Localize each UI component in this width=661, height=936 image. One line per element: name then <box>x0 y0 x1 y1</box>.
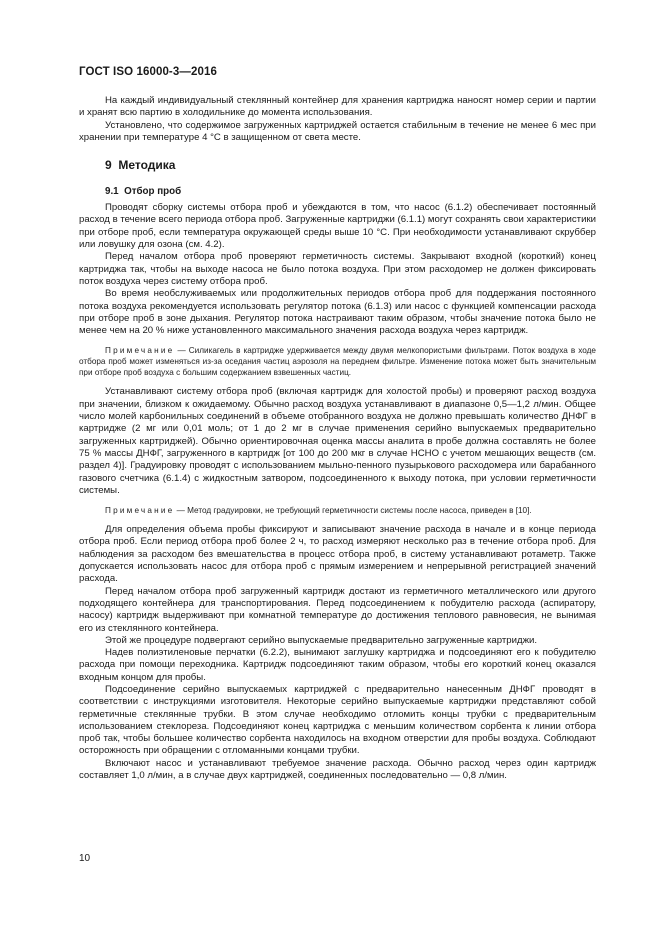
subsection-number: 9.1 <box>105 186 119 198</box>
page-body <box>79 95 596 782</box>
page-number: 10 <box>79 853 91 864</box>
paragraph: Перед началом отбора проб проверяют герметичность системы. Закрывают входной (короткий) конец картриджа так, чтобы на выходе насоса не было потока воздуха. При этом расходомер не должен фиксировать поток воздуха через систему отбора проб. <box>79 251 596 287</box>
note: Примечание — Силикагель в картридже удерживается между двумя мелкопористыми фильтрами. Поток воздуха в ходе отбора проб может изменяться из-за оседания частиц аэрозоля на переднем фильтре. Изменение потока может быть значительным при отборе проб воздуха с большим содержанием взвешенных частиц. <box>79 346 596 378</box>
paragraph: Подсоединение серийно выпускаемых картриджей с предварительно нанесенным ДНФГ проводят в соответствии с инструкциями изготовителя. Некоторые серийно выпускаемые картриджи представляют собой герметичные стеклянные трубки. В этом случае необходимо отломить концы трубки с предварительным использованием стеклореза. Подсоединяют конец картриджа с меньшим количеством сорбента к линии отбора проб так, чтобы большее количество сорбента находилось на входном отверстии для пробы воздуха. Соблюдают осторожность при обращении с отломанными концами трубки. <box>79 683 596 757</box>
paragraph: На каждый индивидуальный стеклянный контейнер для хранения картриджа наносят номер серии и партии и хранят всю партию в холодильнике до момента использования. <box>79 95 596 119</box>
note-text: Метод градуировки, не требующий герметичности системы после насоса, приведен в [10]. <box>187 506 532 516</box>
paragraph: Этой же процедуре подвергают серийно выпускаемые предварительно загруженные картриджи. <box>105 634 538 646</box>
section-number: 9 <box>105 158 112 173</box>
paragraph: Перед началом отбора проб загруженный картридж достают из герметичного металлического или другого подходящего контейнера для транспортирования. Перед подсоединением к побудителю расхода (аспиратору, насосу) картридж выдерживают при комнатной температуре до достижения теплового равновесия, не вынимая его из стеклянного контейнера. <box>79 585 596 634</box>
document-header: ГОСТ ISO 16000-3—2016 <box>79 66 217 78</box>
note-text: Силикагель в картридже удерживается между двумя мелкопористыми фильтрами. Поток воздуха в ходе отбора проб может изменяться из-за оседания частиц аэрозоля на переднем фильтре. Изменение потока может быть значительным при отборе проб воздуха с большим содержанием взвешенных частиц. <box>79 346 596 378</box>
section-title: Методика <box>118 158 176 173</box>
note-label: Примечание <box>105 346 175 356</box>
note-label: Примечание <box>105 506 175 516</box>
note: Примечание — Метод градуировки, не требующий герметичности системы после насоса, приведен в [10]. <box>105 506 532 516</box>
paragraph: Включают насос и устанавливают требуемое значение расхода. Обычно расход через один картридж составляет 1,0 л/мин, а в случае двух картриджей, соединенных последовательно — 0,8 л/мин. <box>79 757 596 782</box>
subsection-heading <box>79 186 596 197</box>
subsection-title: Отбор проб <box>124 186 182 198</box>
paragraph: Надев полиэтиленовые перчатки (6.2.2), вынимают заглушку картриджа и подсоединяют его к побудителю расхода при помощи переходника. Картридж подсоединяют таким образом, чтобы его короткий конец оказался входным концом для пробы. <box>79 647 596 683</box>
paragraph: Для определения объема пробы фиксируют и записывают значение расхода в начале и в конце периода отбора проб. Если период отбора проб более 2 ч, то расход измеряют несколько раз в течение отбора проб. Для наблюдения за расходом без вмешательства в процесс отбора проб, в систему устанавливают ротаметр. Также допускается использовать насос для отбора проб с прямым измерением и непрерывной регистрацией значений расхода. <box>79 524 596 585</box>
paragraph: Устанавливают систему отбора проб (включая картридж для холостой пробы) и проверяют расход воздуха при значении, близком к ожидаемому. Обычно расход воздуха устанавливают в диапазоне 0,5—1,2 л/мин. Общее число молей карбонильных соединений в объеме отобранного воздуха не должно превышать количество ДНФГ в картридже (2 мг или 0,01 моль; от 1 до 2 мг в случае применения серийно выпускаемых предварительно загруженных картриджей). Обычно ориентировочная оценка массы аналита в пробе должна составлять не более 75 % массы ДНФГ, загруженного в картридж [от 100 до 200 мкг в случае НСНО с учетом мешающих веществ (см. раздел 4)]. Градуировку проводят с использованием мыльно-пенного пузырькового расходомера или барабанного газового счетчика (6.1.4) с жидкостным затвором, подсоединенного к выходу потока, при условии герметичности системы. <box>79 386 596 496</box>
paragraph: Проводят сборку системы отбора проб и убеждаются в том, что насос (6.1.2) обеспечивает постоянный расход в течение всего периода отбора проб. Загруженные картриджи (6.1.1) могут сохранять свои характеристики при отборе проб, если температура окружающей среды выше 10 °С. При необходимости устанавливают скруббер или ловушку для озона (см. 4.2). <box>79 202 596 251</box>
paragraph: Во время необслуживаемых или продолжительных периодов отбора проб для поддержания постоянного потока воздуха рекомендуется использовать регулятор потока (6.1.3) или насос с функцией компенсации расхода при отборе проб в зоне дыхания. Регулятор потока настраивают таким образом, чтобы значение потока было не менее чем на 20 % ниже установленного максимального значения расхода воздуха через картридж. <box>79 288 596 337</box>
paragraph: Установлено, что содержимое загруженных картриджей остается стабильным в течение не менее 6 мес при хранении при температуре 4 °С в защищенном от света месте. <box>79 119 596 143</box>
section-heading <box>79 158 596 172</box>
